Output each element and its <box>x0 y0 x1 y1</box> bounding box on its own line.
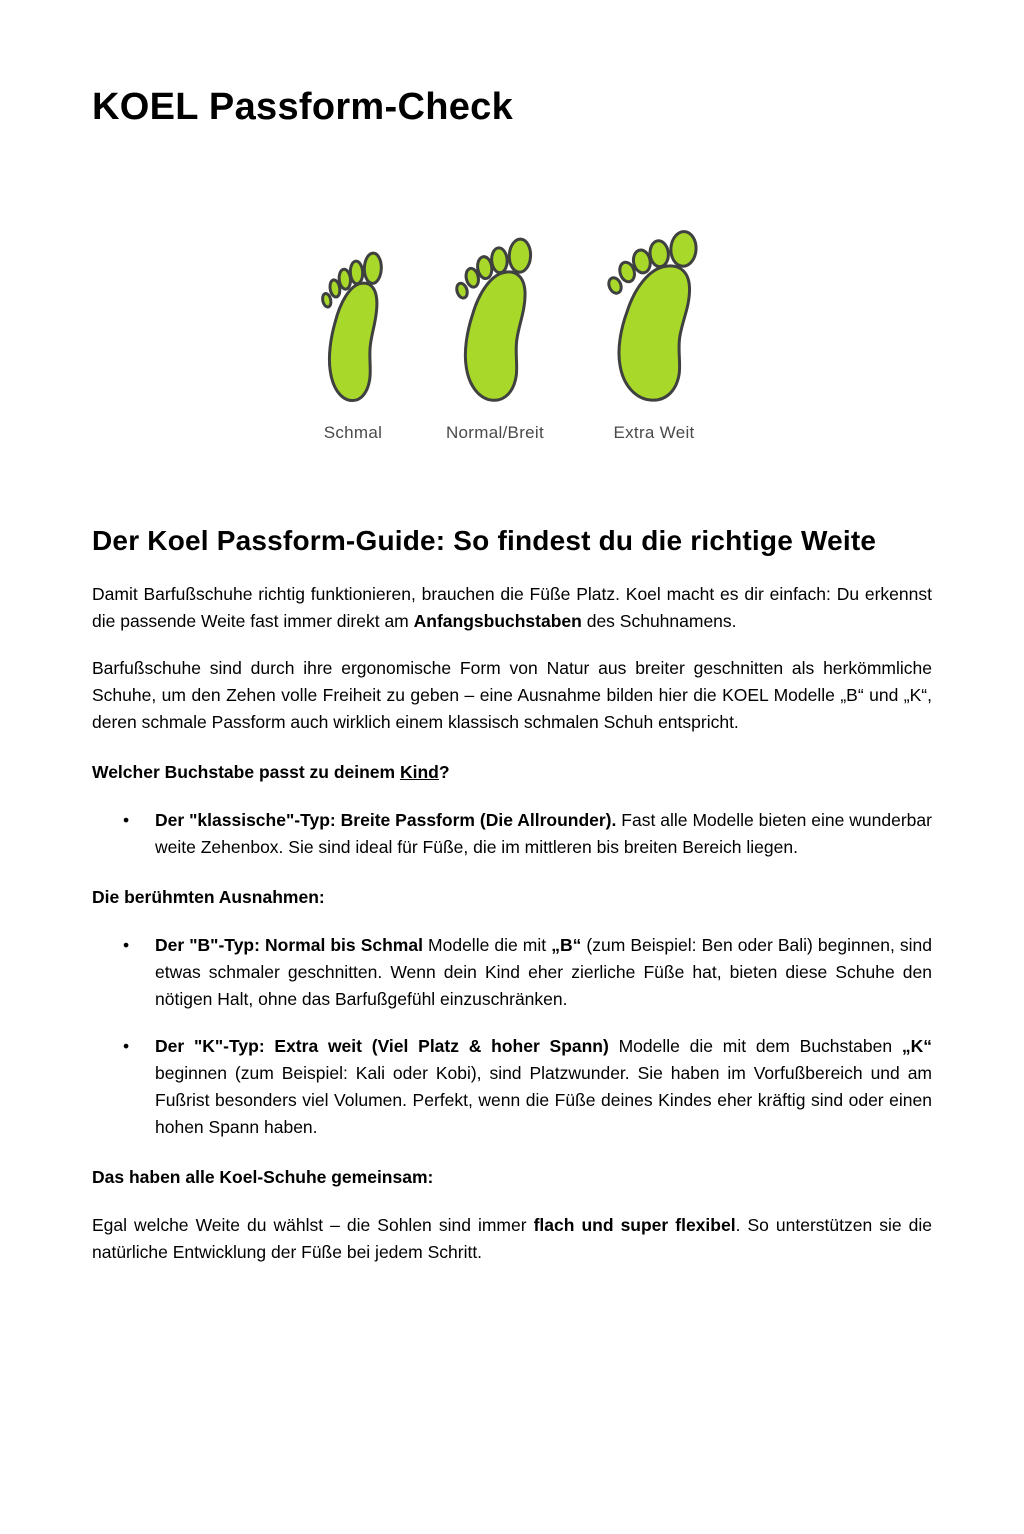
page-title: KOEL Passform-Check <box>92 86 514 128</box>
closing-run: Egal welche Weite du wählst – die Sohlen sind immer <box>92 1215 534 1235</box>
foot-width-label-narrow: Schmal <box>323 423 383 442</box>
b-type-letter-bold: „B“ <box>551 935 582 955</box>
footprint-normal-icon <box>451 228 539 403</box>
foot-width-label-normal: Normal/Breit <box>445 423 545 442</box>
closing-bold-run: flach und super flexibel <box>533 1215 736 1235</box>
foot-column-extra-wide <box>602 219 706 443</box>
heading-which-letter <box>92 762 932 783</box>
paragraph-closing <box>92 1212 932 1266</box>
list-item-k-type <box>92 1033 932 1141</box>
guide-heading: Der Koel Passform-Guide: So findest du die richtige Weite <box>92 525 877 556</box>
letter-heading-run-end: ? <box>438 762 450 782</box>
intro-run-end: des Schuhnamens. <box>581 611 737 631</box>
b-type-run: Modelle die mit <box>422 935 552 955</box>
paragraph-intro <box>92 581 932 635</box>
k-type-bold-run: Der "K"-Typ: Extra weit (Viel Platz & hoher Spann) <box>155 1036 609 1056</box>
heading-common: Das haben alle Koel-Schuhe gemeinsam: <box>92 1167 434 1187</box>
intro-run: Damit Barfußschuhe richtig funktionieren, brauchen die Füße Platz. Koel macht es dir einfach: Du erkennst die passende Weite fast immer direkt am <box>92 584 932 631</box>
classic-type-list <box>92 807 932 861</box>
footprint-narrow-icon <box>318 243 388 403</box>
foot-column-normal <box>446 219 544 443</box>
b-type-run-end: (zum Beispiel: Ben oder Bali) beginnen, sind etwas schmaler geschnitten. Wenn dein Kind eher zierliche Füße hat, bieten diese Schuhe den nötigen Halt, ohne das Barfußgefühl einzuschränken. <box>155 935 932 1009</box>
footprint-extra-wide-icon <box>602 220 706 403</box>
exceptions-list <box>92 932 932 1141</box>
foot-width-figure <box>318 219 706 443</box>
list-item-classic-type <box>92 807 932 861</box>
letter-heading-underlined-word: Kind <box>399 762 439 782</box>
document-page <box>0 86 1024 1266</box>
k-type-run-end: beginnen (zum Beispiel: Kali oder Kobi), sind Platzwunder. Sie haben im Vorfußbereich und am Fußrist besonders viel Volumen. Perfekt, wenn die Füße deines Kindes eher kräftig sind oder einen hohen Spann haben. <box>155 1063 932 1137</box>
closing-run-end: . So unterstützen sie die natürliche Entwicklung der Füße bei jedem Schritt. <box>92 1215 932 1262</box>
classic-type-run: Fast alle Modelle bieten eine wunderbar weite Zehenbox. Sie sind ideal für Füße, die im mittleren bis breiten Bereich liegen. <box>155 810 932 857</box>
b-type-bold-run: Der "B"-Typ: Normal bis Schmal <box>155 935 423 955</box>
heading-exceptions: Die berühmten Ausnahmen: <box>92 887 325 907</box>
letter-heading-run: Welcher Buchstabe passt zu deinem <box>92 762 400 782</box>
k-type-letter-bold: „K“ <box>901 1036 932 1056</box>
k-type-run: Modelle die mit dem Buchstaben <box>608 1036 902 1056</box>
list-item-b-type <box>92 932 932 1013</box>
foot-column-narrow <box>318 219 388 443</box>
classic-type-bold-run: Der "klassische"-Typ: Breite Passform (Die Allrounder). <box>155 810 617 830</box>
foot-width-label-extra-wide: Extra Weit <box>613 423 695 442</box>
paragraph-ergonomic: Barfußschuhe sind durch ihre ergonomische Form von Natur aus breiter geschnitten als herkömmliche Schuhe, um den Zehen volle Freiheit zu geben – eine Ausnahme bilden hier die KOEL Modelle „B“ und „K“, deren schmale Passform auch wirklich einem klassisch schmalen Schuh entspricht. <box>92 658 932 732</box>
intro-bold-run: Anfangsbuchstaben <box>413 611 582 631</box>
